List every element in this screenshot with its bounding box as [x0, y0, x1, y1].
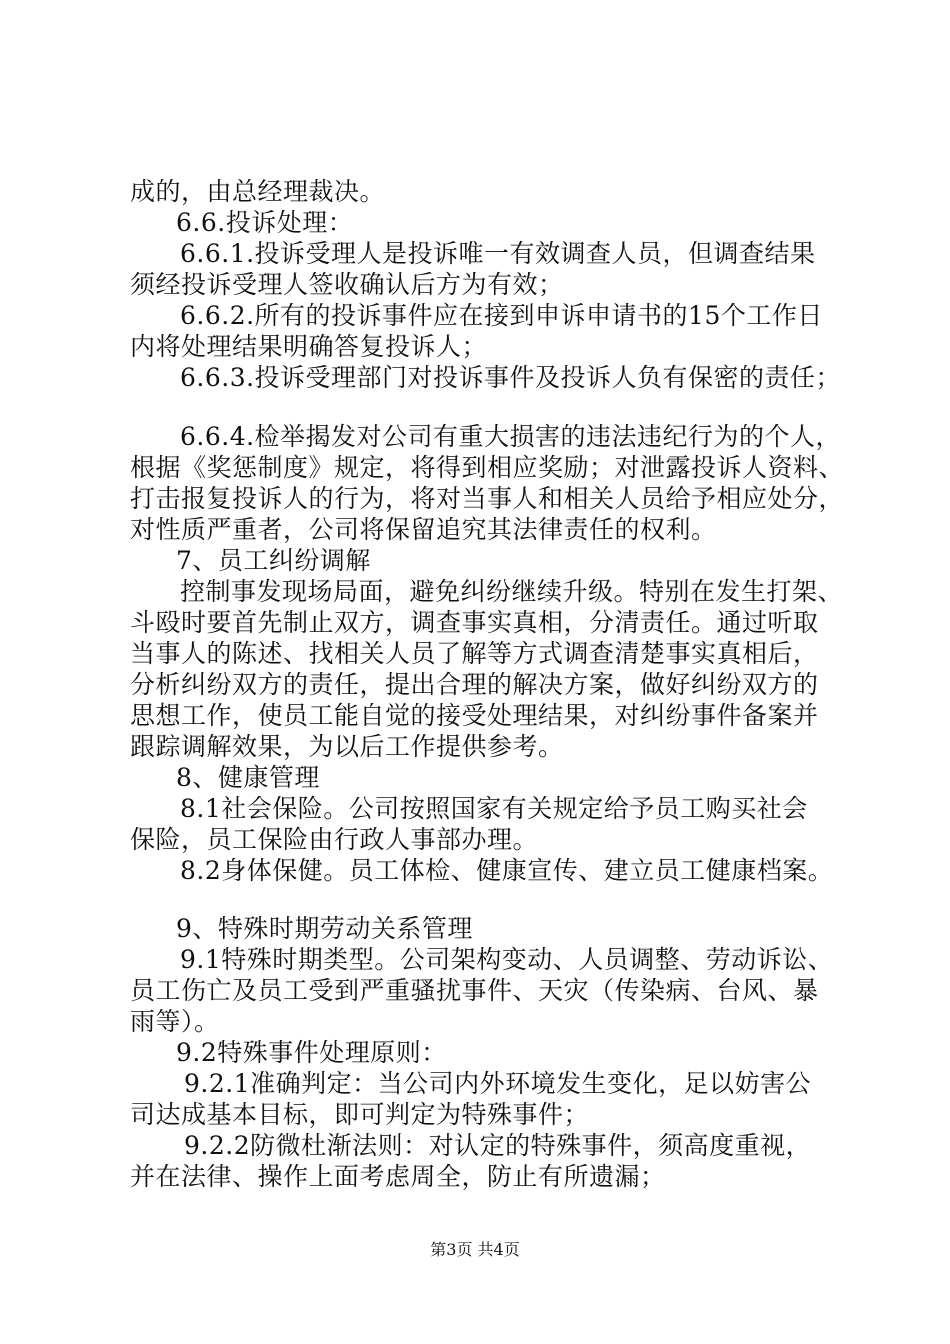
text-line: 6.6.2.所有的投诉事件应在接到申诉申请书的15个工作日	[180, 301, 823, 330]
text-line: 斗殴时要首先制止双方，调查事实真相，分清责任。通过听取	[130, 608, 819, 637]
text-line: 分析纠纷双方的责任，提出合理的解决方案，做好纠纷双方的	[130, 670, 819, 699]
text-line: 9.2.1准确判定：当公司内外环境发生变化，足以妨害公	[184, 1069, 812, 1098]
text-line: 员工伤亡及员工受到严重骚扰事件、天灾（传染病、台风、暴	[130, 976, 819, 1005]
text-line: 9.1特殊时期类型。公司架构变动、人员调整、劳动诉讼、	[180, 945, 834, 974]
text-line: 6.6.1.投诉受理人是投诉唯一有效调查人员，但调查结果	[180, 239, 816, 268]
text-line: 保险，员工保险由行政人事部办理。	[130, 825, 539, 854]
section-heading: 7、员工纠纷调解	[176, 546, 371, 575]
text-line: 内将处理结果明确答复投诉人；	[130, 332, 488, 361]
section-heading: 6.6.投诉处理：	[176, 208, 354, 237]
page-footer: 第3页 共4页	[430, 1240, 520, 1259]
text-line: 6.6.3.投诉受理部门对投诉事件及投诉人负有保密的责任；	[180, 363, 842, 392]
text-line: 控制事发现场局面，避免纠纷继续升级。特别在发生打架、	[180, 577, 844, 606]
text-line: 根据《奖惩制度》规定，将得到相应奖励；对泄露投诉人资料、	[130, 453, 845, 482]
text-line: 对性质严重者，公司将保留追究其法律责任的权利。	[130, 515, 717, 544]
text-line: 9.2.2防微杜渐法则：对认定的特殊事件，须高度重视，	[184, 1131, 812, 1160]
text-line: 并在法律、操作上面考虑周全，防止有所遗漏；	[130, 1162, 666, 1191]
text-line: 6.6.4.检举揭发对公司有重大损害的违法违纪行为的个人，	[180, 422, 842, 451]
text-line: 司达成基本目标，即可判定为特殊事件；	[130, 1100, 590, 1129]
section-heading: 8、健康管理	[176, 763, 320, 792]
text-line: 须经投诉受理人签收确认后方为有效；	[130, 270, 564, 299]
text-line: 当事人的陈述、找相关人员了解等方式调查清楚事实真相后，	[130, 639, 819, 668]
section-heading: 9、特殊时期劳动关系管理	[176, 914, 473, 943]
text-line: 打击报复投诉人的行为，将对当事人和相关人员给予相应处分，	[130, 484, 845, 513]
text-line: 8.2身体保健。员工体检、健康宣传、建立员工健康档案。	[180, 856, 834, 885]
text-line: 雨等）。	[130, 1007, 220, 1036]
text-line: 跟踪调解效果，为以后工作提供参考。	[130, 732, 564, 761]
text-line: 思想工作，使员工能自觉的接受处理结果，对纠纷事件备案并	[130, 701, 819, 730]
text-line: 成的，由总经理裁决。	[130, 177, 386, 206]
section-heading: 9.2特殊事件处理原则：	[176, 1038, 447, 1067]
text-line: 8.1社会保险。公司按照国家有关规定给予员工购买社会	[180, 794, 808, 823]
